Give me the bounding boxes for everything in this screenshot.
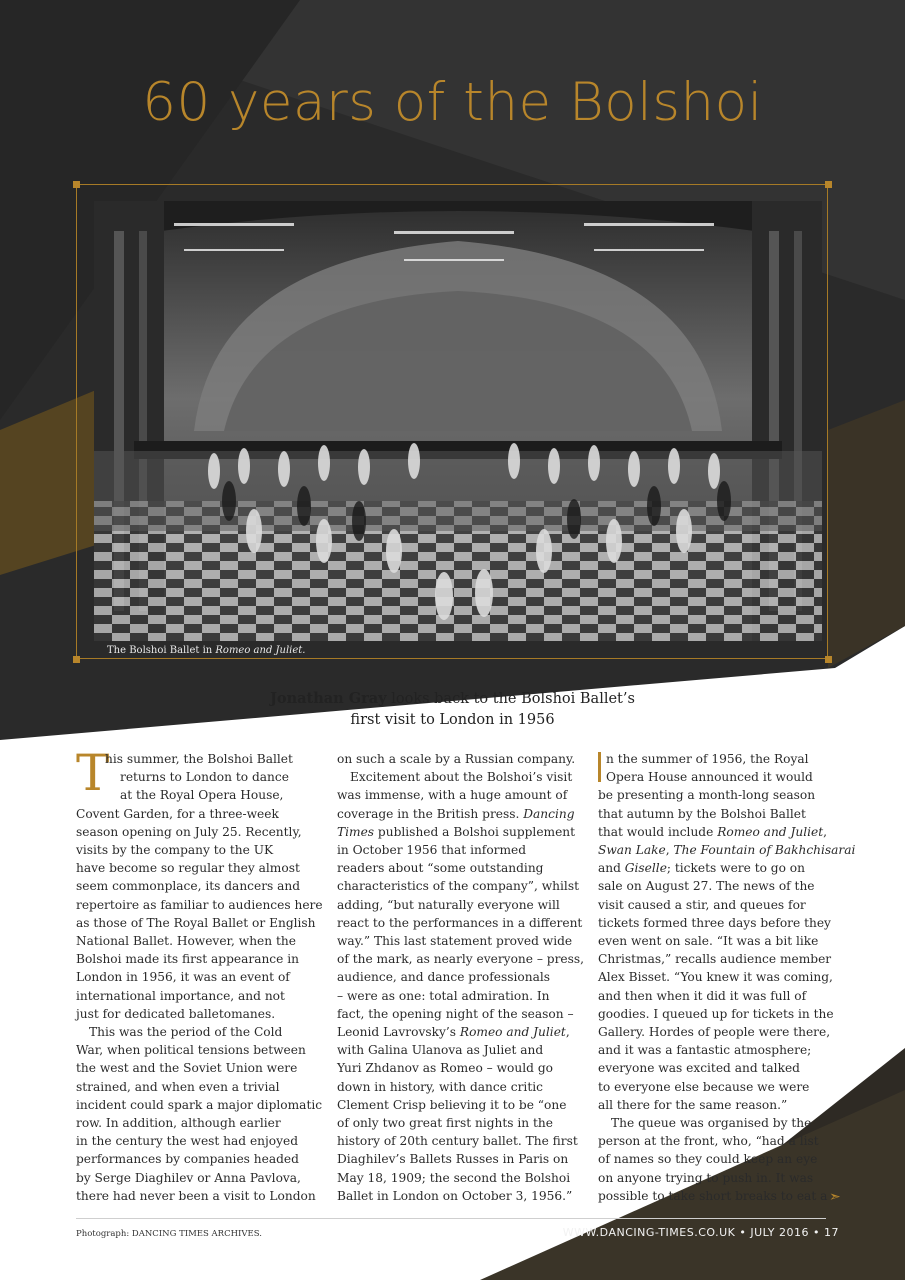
page-folio: WWW.DANCING-TIMES.CO.UK • JULY 2016 • 17 [562,1226,839,1239]
article-column-2: on such a scale by a Russian company. Excitement about the Bolshoi’s visit was immense, with a huge amount of coverage in the British press. Dancing Times published a Bolshoi supplement in October 1956 that informed readers about “some outstanding characteristics of the company”, whilst adding, “but naturally everyone will react to the performances in a different way.” This last statement proved wide of the mark, as nearly everyone – press, audience, and dance professionals – were as one: total admiration. In fact, the opening night of the season – Leonid Lavrovsky’s Romeo and Juliet, with Galina Ulanova as Juliet and Yuri Zhdanov as Romeo – would go down in history, with dance critic Clement Crisp believing it to be “one of only two great first nights in the history of 20th century ballet. The first Diaghilev’s Ballets Russes in Paris on May 18, 1909; the second the Bolshoi Ballet in London on October 3, 1956.” [337,752,585,1203]
frame-corner-ornament [825,656,832,663]
article-column-1: his summer, the Bolshoi Ballet returns to London to dance at the Royal Opera House, Covent Garden, for a three-week season opening on July 25. Recently, visits by the company to the UK have become so regular they almost seem commonplace, its dancers and repertoire as familiar to audiences here as those of The Royal Ballet or English National Ballet. However, when the Bolshoi made its first appearance in London in 1956, it was an event of international importance, and not just for dedicated balletomanes. This was the period of the Cold War, when political tensions between the west and the Soviet Union were strained, and when even a trivial incident could spark a major diplomatic row. In addition, although earlier in the century the west had enjoyed performances by companies headed by Serge Diaghilev or Anna Pavlova, there had never been a visit to London [76,752,323,1203]
frame-corner-ornament [825,181,832,188]
article-column-3: n the summer of 1956, the Royal Opera House announced it would be presenting a month-long season that autumn by the Bolshoi Ballet that would include Romeo and Juliet, Swan Lake, The Fountain of Bakhchisarai and Giselle; tickets were to go on sale on August 27. The news of the visit caused a stir, and queues for tickets formed three days before they even went on sale. “It was a bit like Christmas,” recalls audience member Alex Bisset. “You knew it was coming, and then when it did it was full of goodies. I queued up for tickets in the Gallery. Hordes of people were there, and it was a fantastic atmosphere; everyone was excited and talked to everyone else because we were all there for the same reason.” The queue was organised by the person at the front, who, “had a list of names so they could keep an eye on anyone trying to push in. It was possible to take short breaks to eat a [598,752,856,1203]
ballet-stage-illustration [94,201,822,641]
photo-credit: Photograph: DANCING TIMES ARCHIVES. [76,1229,262,1239]
frame-corner-ornament [73,656,80,663]
standfirst: Jonathan Gray looks back to the Bolshoi Ballet’s first visit to London in 1956 [270,690,635,728]
drop-cap: T [76,744,110,802]
header-gold-facet-right [828,400,905,668]
photo-caption: The Bolshoi Ballet in Romeo and Juliet. [107,645,306,656]
stage-photograph [94,201,822,641]
continue-arrow-icon: ➣ [829,1189,841,1205]
frame-corner-ornament [73,181,80,188]
footer-divider [76,1218,826,1219]
page-title: 60 years of the Bolshoi [142,72,763,133]
author-name: Jonathan Gray [270,690,387,707]
